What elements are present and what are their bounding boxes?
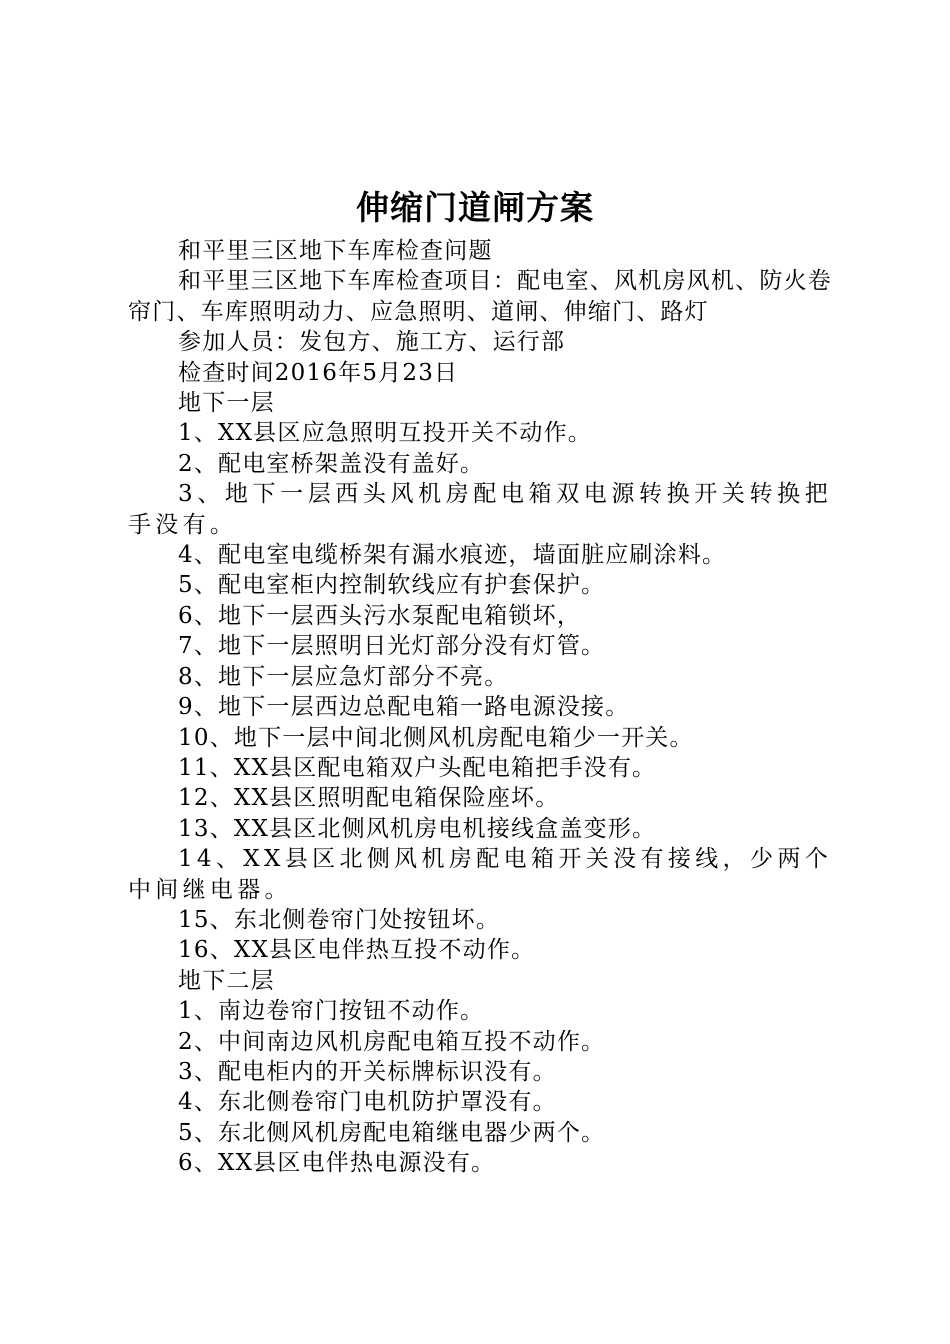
list-item: 12、XX县区照明配电箱保险座坏。: [178, 785, 560, 812]
list-item: 10、地下一层中间北侧风机房配电箱少一开关。: [178, 724, 694, 751]
list-item: 8、地下一层应急灯部分不亮。: [178, 663, 509, 690]
section-heading-b2: 地下二层: [178, 967, 275, 994]
list-item: 15、东北侧卷帘门处按钮坏。: [178, 906, 501, 933]
list-item: 1、南边卷帘门按钮不动作。: [178, 998, 485, 1025]
list-item: 4、东北侧卷帘门电机防护罩没有。: [178, 1089, 557, 1116]
document-title: 伸缩门道闸方案: [356, 188, 594, 227]
list-item: 6、XX县区电伴热电源没有。: [178, 1150, 496, 1177]
list-item: 5、东北侧风机房配电箱继电器少两个。: [178, 1119, 606, 1146]
list-item: 11、XX县区配电箱双户头配电箱把手没有。: [178, 754, 657, 781]
paragraph-inspection-items: 和平里三区地下车库检查项目：配电室、风机房风机、防火卷帘门、车库照明动力、应急照明、道闸、伸缩门、路灯: [128, 268, 832, 325]
list-item: 13、XX县区北侧风机房电机接线盒盖变形。: [178, 815, 657, 842]
document-body: [128, 236, 832, 1179]
paragraph-inspection-date: 检查时间2016年5月23日: [178, 359, 459, 386]
list-item: 1、XX县区应急照明互投开关不动作。: [178, 420, 592, 447]
list-item: 4、配电室电缆桥架有漏水痕迹，墙面脏应刷涂料。: [178, 542, 727, 569]
section-heading-b1: 地下一层: [178, 390, 275, 417]
list-item: 14、XX县区北侧风机房配电箱开关没有接线，少两个中间继电器。: [128, 846, 832, 903]
paragraph-intro: 和平里三区地下车库检查问题: [178, 238, 493, 264]
list-item: 3、地下一层西头风机房配电箱双电源转换开关转换把手没有。: [128, 481, 832, 538]
list-item: 7、地下一层照明日光灯部分没有灯管。: [178, 633, 606, 660]
list-item: 6、地下一层西头污水泵配电箱锁坏，: [178, 602, 582, 629]
list-item: 2、中间南边风机房配电箱互投不动作。: [178, 1028, 606, 1055]
list-item: 16、XX县区电伴热互投不动作。: [178, 937, 536, 964]
list-item: 2、配电室桥架盖没有盖好。: [178, 450, 485, 477]
list-item: 9、地下一层西边总配电箱一路电源没接。: [178, 694, 630, 721]
list-item: 3、配电柜内的开关标牌标识没有。: [178, 1058, 557, 1085]
list-item: 5、配电室柜内控制软线应有护套保护。: [178, 572, 606, 599]
paragraph-participants: 参加人员：发包方、施工方、运行部: [178, 329, 566, 356]
